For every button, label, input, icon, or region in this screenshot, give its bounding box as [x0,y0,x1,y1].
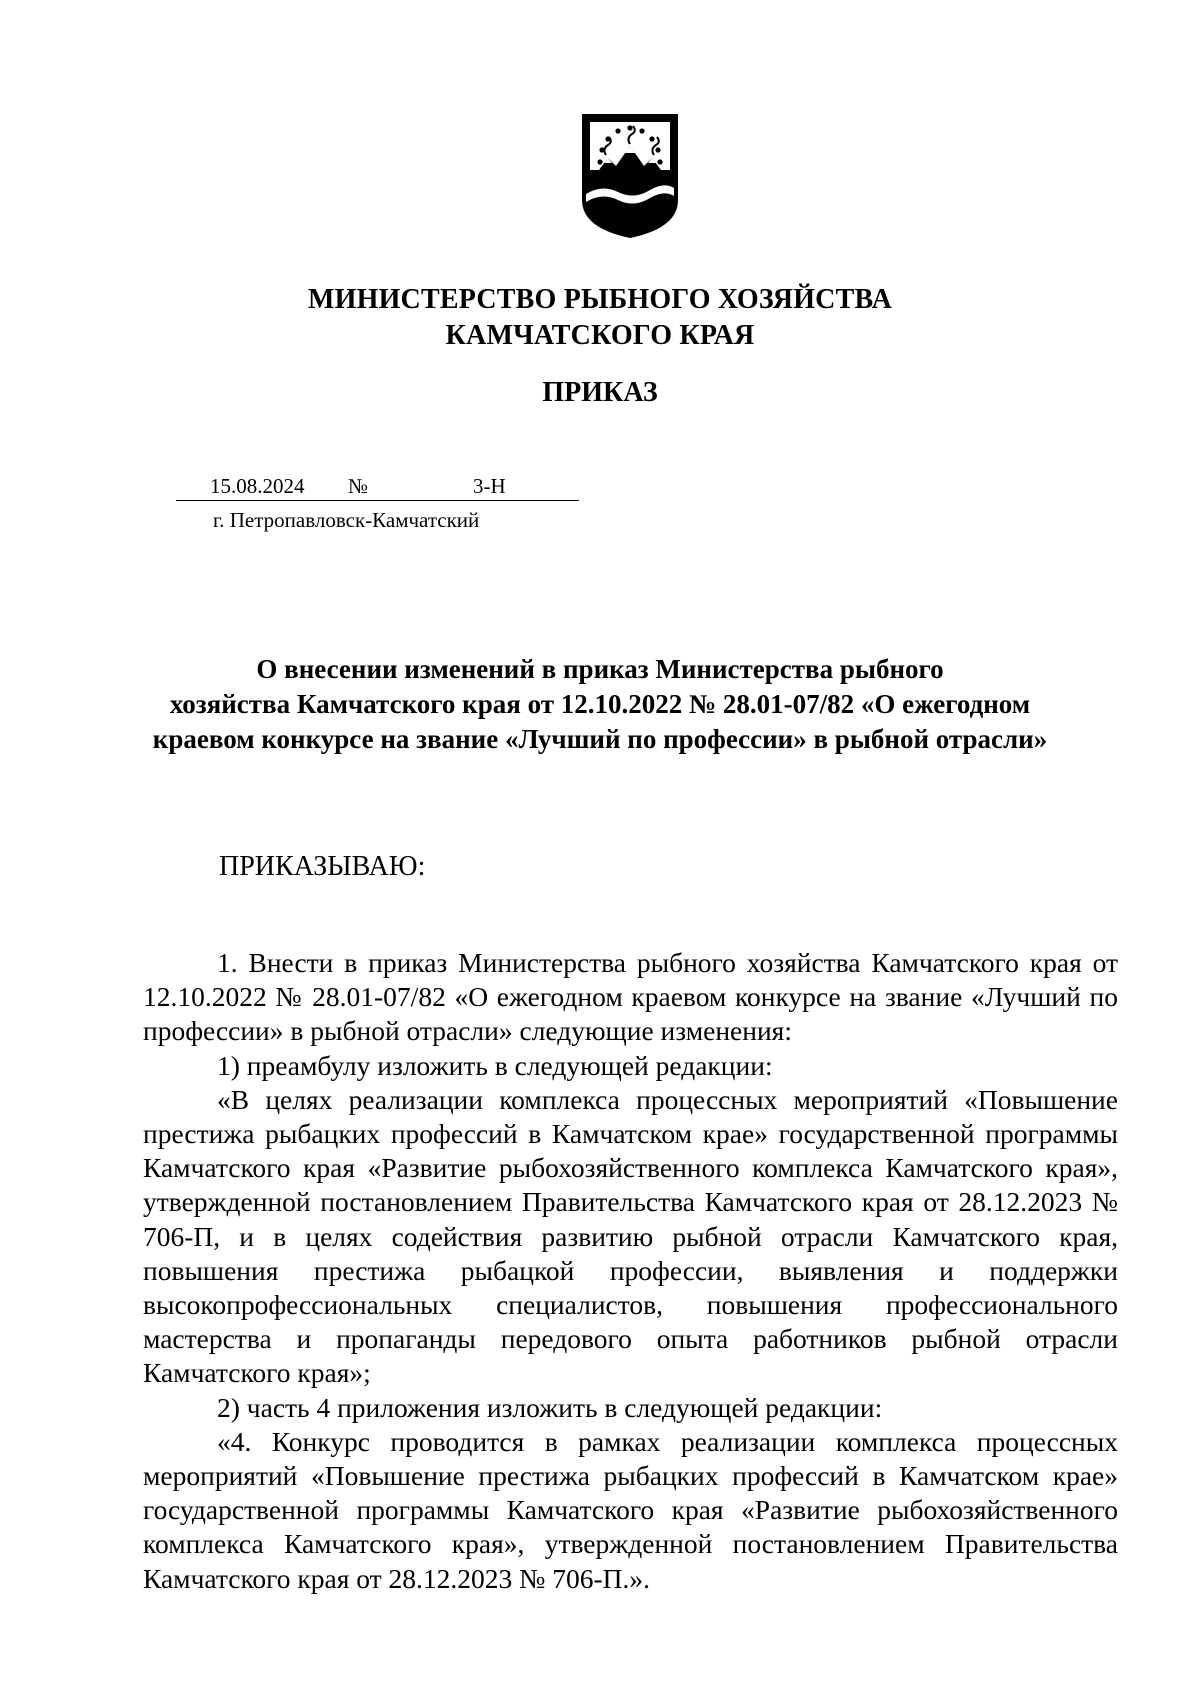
order-number: 3-Н [473,474,506,498]
ministry-name-line2: КАМЧАТСКОГО КРАЯ [445,320,755,351]
coat-of-arms-icon [578,110,682,242]
document-subject [120,652,1080,757]
subject-line1: О внесении изменений в приказ Министерства рыбного [256,654,944,684]
subject-line2: хозяйства Камчатского края от 12.10.2022 № 28.01-07/82 «О ежегодном [169,689,1031,719]
subject-line3: краевом конкурсе на звание «Лучший по профессии» в рыбной отрасли» [152,724,1048,754]
document-body [143,946,1118,1596]
body-paragraph-3: «В целях реализации комплекса процессных мероприятий «Повышение престижа рыбацких профессий в Камчатском крае» государственной программы Камчатского края «Развитие рыбохозяйственного комплекса Камчатского края», утвержденной постановлением Правительства Камчатского края от 28.12.2023 № 706-П, и в целях содействия развитию рыбной отрасли Камчатского края, повышения престижа рыбацкой профессии, выявления и поддержки высокопрофессиональных специалистов, повышения профессионального мастерства и пропаганды передового опыта работников рыбной отрасли Камчатского края»; [143,1083,1118,1389]
date-underline [176,500,579,501]
city-name: г. Петропавловск-Камчатский [213,508,480,532]
body-paragraph-1: 1. Внести в приказ Министерства рыбного хозяйства Камчатского края от 12.10.2022 № 28.01-07/82 «О ежегодном краевом конкурсе на звание «Лучший по профессии» в рыбной отрасли» следующие изменения: [143,947,1118,1047]
document-type: ПРИКАЗ [542,377,658,408]
body-paragraph-2: 1) преамбулу изложить в следующей редакции: [217,1049,773,1081]
order-directive: ПРИКАЗЫВАЮ: [219,851,426,882]
number-sign: № [348,474,369,498]
order-date: 15.08.2024 [210,474,305,498]
body-paragraph-4: 2) часть 4 приложения изложить в следующей редакции: [217,1391,883,1423]
ministry-name [0,282,1200,354]
body-paragraph-5: «4. Конкурс проводится в рамках реализации комплекса процессных мероприятий «Повышение престижа рыбацких профессий в Камчатском крае» государственной программы Камчатского края «Развитие рыбохозяйственного комплекса Камчатского края», утвержденной постановлением Правительства Камчатского края от 28.12.2023 № 706-П.». [143,1425,1118,1594]
ministry-name-line1: МИНИСТЕРСТВО РЫБНОГО ХОЗЯЙСТВА [307,284,893,315]
